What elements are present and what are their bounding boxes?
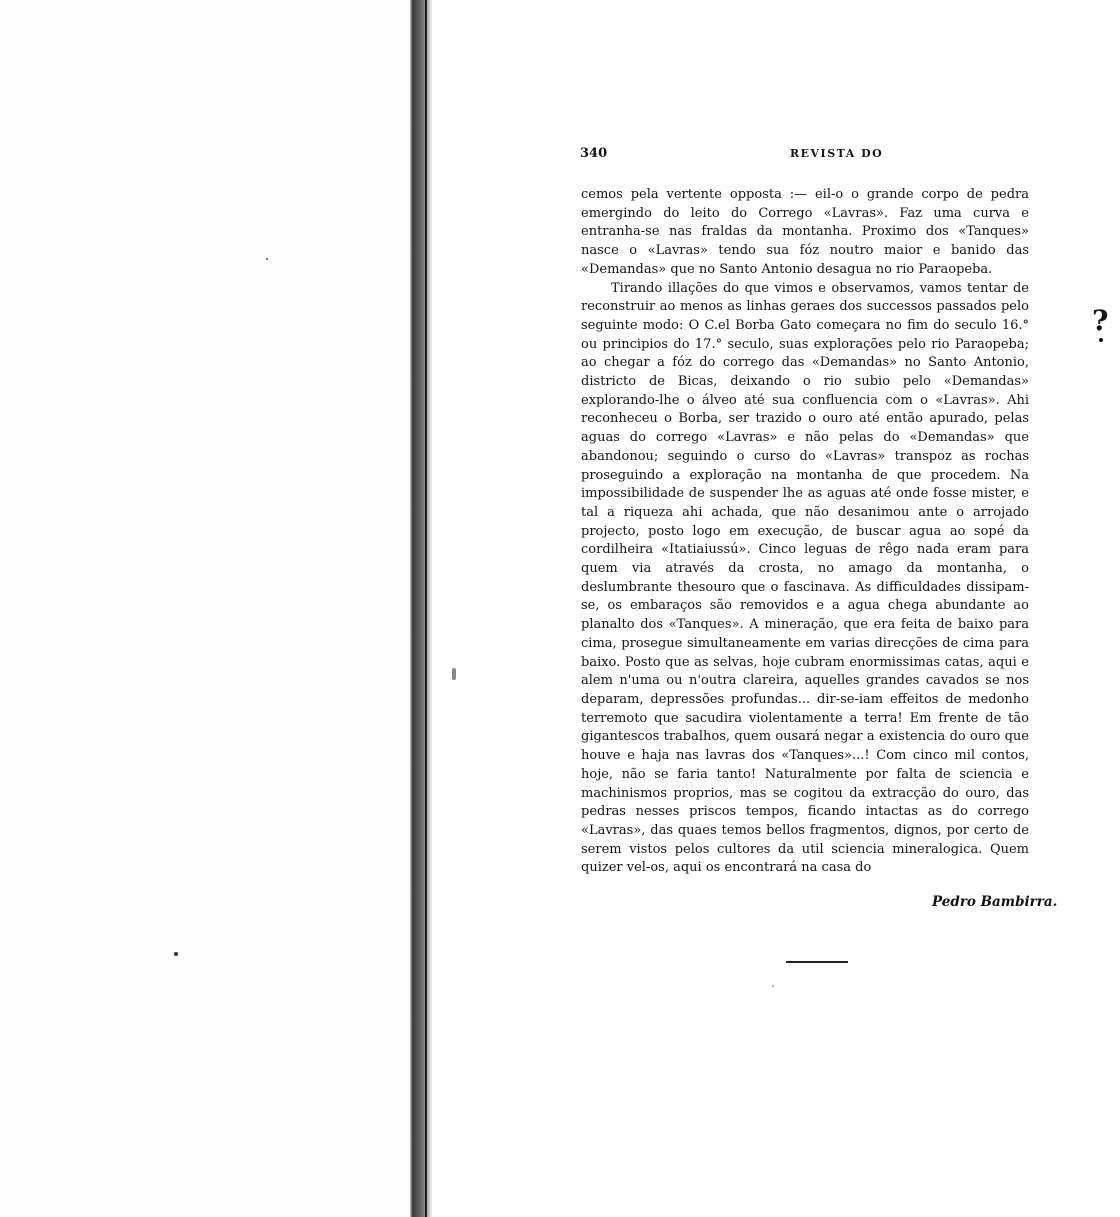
running-header	[580, 146, 1030, 164]
page-speck	[266, 258, 268, 260]
left-blank-page	[0, 0, 410, 1217]
page-number: 340	[580, 146, 608, 161]
page-speck	[174, 952, 178, 956]
book-spine	[410, 0, 432, 1217]
spine-shadow-line	[425, 0, 427, 1217]
author-signature: Pedro Bambirra.	[932, 894, 1058, 910]
running-title: REVISTA DO	[790, 147, 884, 160]
end-rule	[786, 961, 848, 963]
page-speck	[452, 668, 456, 680]
article-body	[581, 186, 1029, 878]
margin-mark-dot	[1099, 338, 1103, 342]
paragraph-continuation: cemos pela vertente opposta :— eil-o o grande corpo de pedra emergindo do leito do Corrego «Lavras». Faz uma curva e entranha-se nas fraldas da montanha. Proximo dos «Tanques» nasce o «Lavras» tendo sua fóz noutro maior e banido das «Demandas» que no Santo Antonio desagua no rio Paraopeba.	[581, 187, 1029, 277]
page-speck	[772, 985, 774, 987]
handwritten-question-mark: ?	[1092, 304, 1109, 337]
paragraph-main: Tirando illações do que vimos e observamos, vamos tentar de reconstruir ao menos as linhas geraes dos successos passados pelo seguinte modo: O C.el Borba Gato começara no fim do seculo 16.° ou principios do 17.° seculo, suas explorações pelo rio Paraopeba; ao chegar a fóz do corrego das «Demandas» no Santo Antonio, districto de Bicas, deixando o rio subio pelo «Demandas» explorando-lhe o álveo até sua confluencia com o «Lavras». Ahi reconheceu o Borba, ser trazido o ouro até então apurado, pelas aguas do corrego «Lavras» e não pelas do «Demandas» que abandonou; seguindo o curso do «Lavras» transpoz as rochas proseguindo a exploração na montanha de que procedem. Na impossibilidade de suspender lhe as aguas até onde fosse mister, e tal a riqueza ahi achada, que não desanimou ante o arrojado projecto, posto logo em execução, de buscar agua ao sopé da cordilheira «Itatiaiussú». Cinco leguas de rêgo nada eram para quem via através da crosta, no amago da montanha, o deslumbrante thesouro que o fascinava. As difficuldades dissipam-se, os embaraços são removidos e a agua chega abundante ao planalto dos «Tanques». A mineração, que era feita de baixo para cima, prosegue simultaneamente em varias direcções de cima para baixo. Posto que as selvas, hoje cubram enormissimas catas, aqui e alem n'uma ou n'outra clareira, aquelles grandes cavados se nos deparam, depressões profundas... dir-se-iam effeitos de medonho terremoto que sacudira violentamente a terra! Em frente de tão gigantescos trabalhos, quem ousará negar a existencia do ouro que houve e haja nas lavras dos «Tanques»...! Com cinco mil contos, hoje, não se faria tanto! Naturalmente por falta de sciencia e machinismos proprios, mas se cogitou da extracção do ouro, das pedras nesses priscos tempos, ficando intactas as do corrego «Lavras», das quaes temos bellos fragmentos, dignos, por certo de serem vistos pelos cultores da util sciencia mineralogica. Quem quizer vel-os, aqui os encontrará na casa do	[581, 280, 1029, 876]
